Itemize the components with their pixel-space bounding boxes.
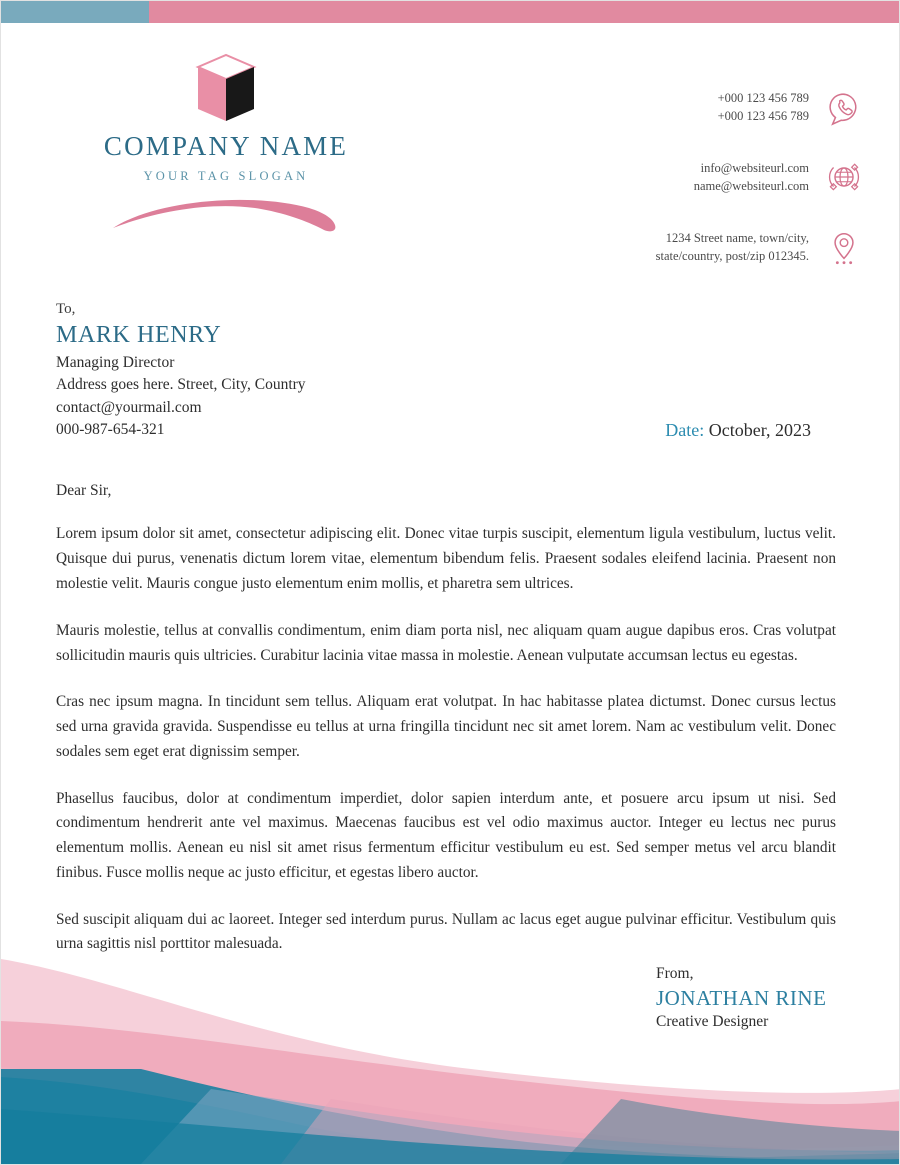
brand-block [61, 51, 391, 234]
date-value: October, 2023 [708, 420, 811, 441]
letter-paragraph: Mauris molestie, tellus at convallis condimentum, enim diam porta nisl, nec aliquam quam augue dapibus eros. Cras volutpat sollicitudin mauris quis ultricies. Curabitur lacinia vitae massa in molestie. Aenean vulputate accumsan lectus eu egestas. [56, 621, 836, 664]
phone-numbers [718, 89, 809, 125]
email-addresses [694, 159, 809, 195]
recipient-name: MARK HENRY [56, 322, 222, 348]
postal-address [656, 229, 809, 265]
date-row [56, 420, 846, 446]
phone-line-1: +000 123 456 789 [717, 90, 809, 105]
signature-from-label: From, [656, 965, 694, 982]
letterhead-header [1, 23, 900, 291]
isometric-cube-icon [181, 51, 271, 127]
address-line-1: 1234 Street name, town/city, [665, 230, 809, 245]
recipient-email: contact@yourmail.com [56, 398, 202, 416]
signature-block [656, 963, 826, 1033]
top-bar-pink-segment [149, 1, 900, 23]
email-line-1: info@websiteurl.com [700, 160, 809, 175]
address-line-2: state/country, post/zip 012345. [655, 249, 809, 263]
tag-slogan: YOUR TAG SLOGAN [143, 169, 309, 183]
top-bar-teal-segment [1, 1, 149, 23]
letter-paragraph: Cras nec ipsum magna. In tincidunt sem tellus. Aliquam erat volutpat. In hac habitasse platea dictumst. Donec cursus lectus sed urna gravida gravida. Suspendisse eu tellus at urna fringilla tincidunt nec sit amet lorem. Nam ac vestibulum velit. Donec sodales sem eget erat dignissim semper. [56, 693, 836, 760]
globe-icon [825, 155, 863, 199]
signature-name: JONATHAN RINE [656, 985, 827, 1010]
phone-line-2: +000 123 456 789 [717, 109, 809, 123]
email-line-2: name@websiteurl.com [693, 179, 809, 193]
top-color-bar [1, 1, 900, 23]
recipient-role: Managing Director [56, 353, 175, 371]
company-name: COMPANY NAME [103, 131, 349, 161]
salutation: Dear Sir, [56, 482, 112, 500]
letter-paragraph: Lorem ipsum dolor sit amet, consectetur adipiscing elit. Donec vitae turpis suscipit, elementum ligula vestibulum, luctus velit. Quisque dui purus, venenatis dictum lorem vitae, elementum bibendum felis. Praesent sodales eleifend lacinia. Praesent non molestie velit. Mauris congue justo elementum enim mollis, et pharetra sem ultrices. [56, 525, 836, 592]
recipient-address: Address goes here. Street, City, Country [56, 376, 306, 394]
to-label: To, [56, 301, 76, 317]
recipient-phone: 000-987-654-321 [56, 421, 165, 438]
letter-body [56, 301, 846, 957]
brush-stroke-arc-icon [111, 192, 341, 234]
letter-paragraph: Sed suscipit aliquam dui ac laoreet. Integer sed interdum purus. Nullam ac lacus eget augue pulvinar efficitur. Vestibulum quis urna sagittis nisl porttitor malesuada. [56, 910, 836, 953]
date-label: Date: [665, 420, 705, 441]
phone-bubble-icon [825, 85, 863, 129]
contact-row-phone [543, 85, 863, 129]
contact-info-block [543, 85, 863, 295]
contact-row-address [543, 225, 863, 269]
location-pin-icon [825, 225, 863, 269]
contact-row-email [543, 155, 863, 199]
signature-role: Creative Designer [656, 1012, 769, 1030]
date-block [665, 420, 811, 441]
letter-paragraph: Phasellus faucibus, dolor at condimentum imperdiet, dolor sapien interdum ante, et posuere arcu ipsum ut nisi. Sed condimentum hendrerit ante vel maximus. Maecenas faucibus est vel odio maximus auctor. Integer eu lectus nec purus elementum mollis. Aenean eu nisl sit amet risus fermentum efficitur vestibulum eu est. Sed semper metus vel arcu blandit finibus. Fusce mollis neque ac justo efficitur, et egestas libero auctor. [56, 789, 836, 881]
